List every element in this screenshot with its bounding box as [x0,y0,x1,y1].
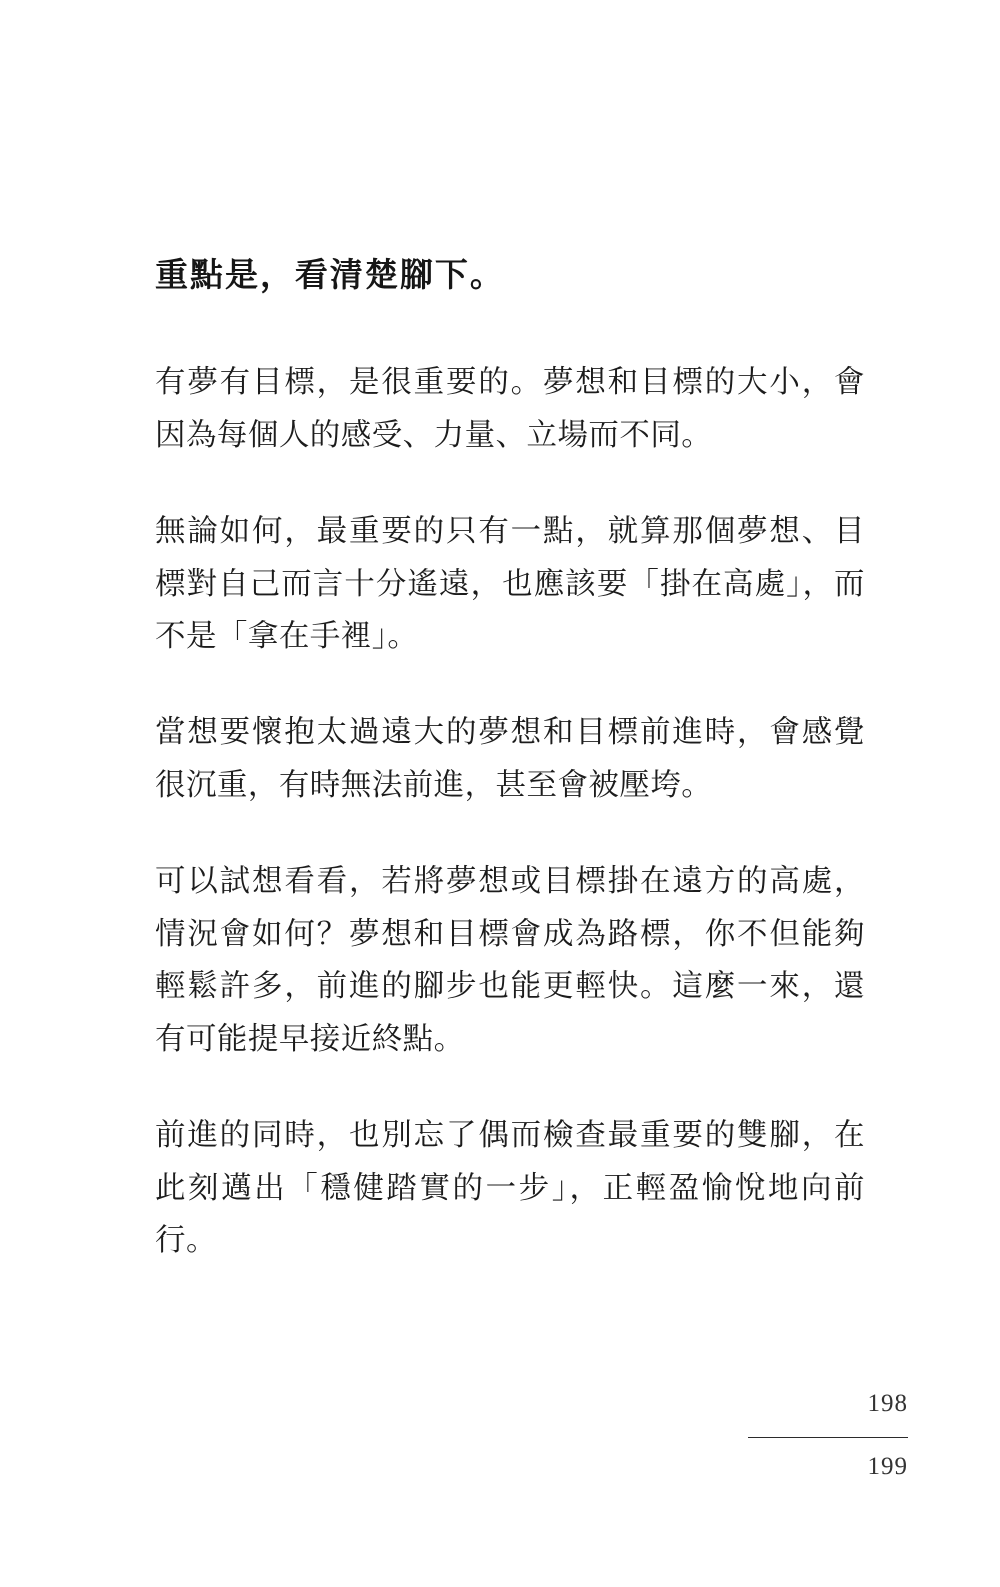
paragraph: 有夢有目標，是很重要的。夢想和目標的大小，會因為每個人的感受、力量、立場而不同。 [155,365,865,452]
paragraph: 當想要懷抱太過遠大的夢想和目標前進時，會感覺很沉重，有時無法前進，甚至會被壓垮。 [155,715,865,802]
page-body [155,252,865,1267]
paragraph: 可以試想看看，若將夢想或目標掛在遠方的高處，情況會如何？夢想和目標會成為路標，你不但能夠輕鬆許多，前進的腳步也能更輕快。這麼一來，還有可能提早接近終點。 [155,864,865,1056]
paragraph: 前進的同時，也別忘了偶而檢查最重要的雙腳，在此刻邁出「穩健踏實的一步」，正輕盈愉悅地向前行。 [155,1118,865,1258]
folio-divider [748,1437,908,1438]
page-number-bottom: 199 [867,1453,908,1480]
page-number-top: 198 [867,1390,908,1417]
paragraph: 無論如何，最重要的只有一點，就算那個夢想、目標對自己而言十分遙遠，也應該要「掛在高處」，而不是「拿在手裡」。 [155,514,865,653]
section-heading: 重點是，看清楚腳下。 [155,256,505,293]
